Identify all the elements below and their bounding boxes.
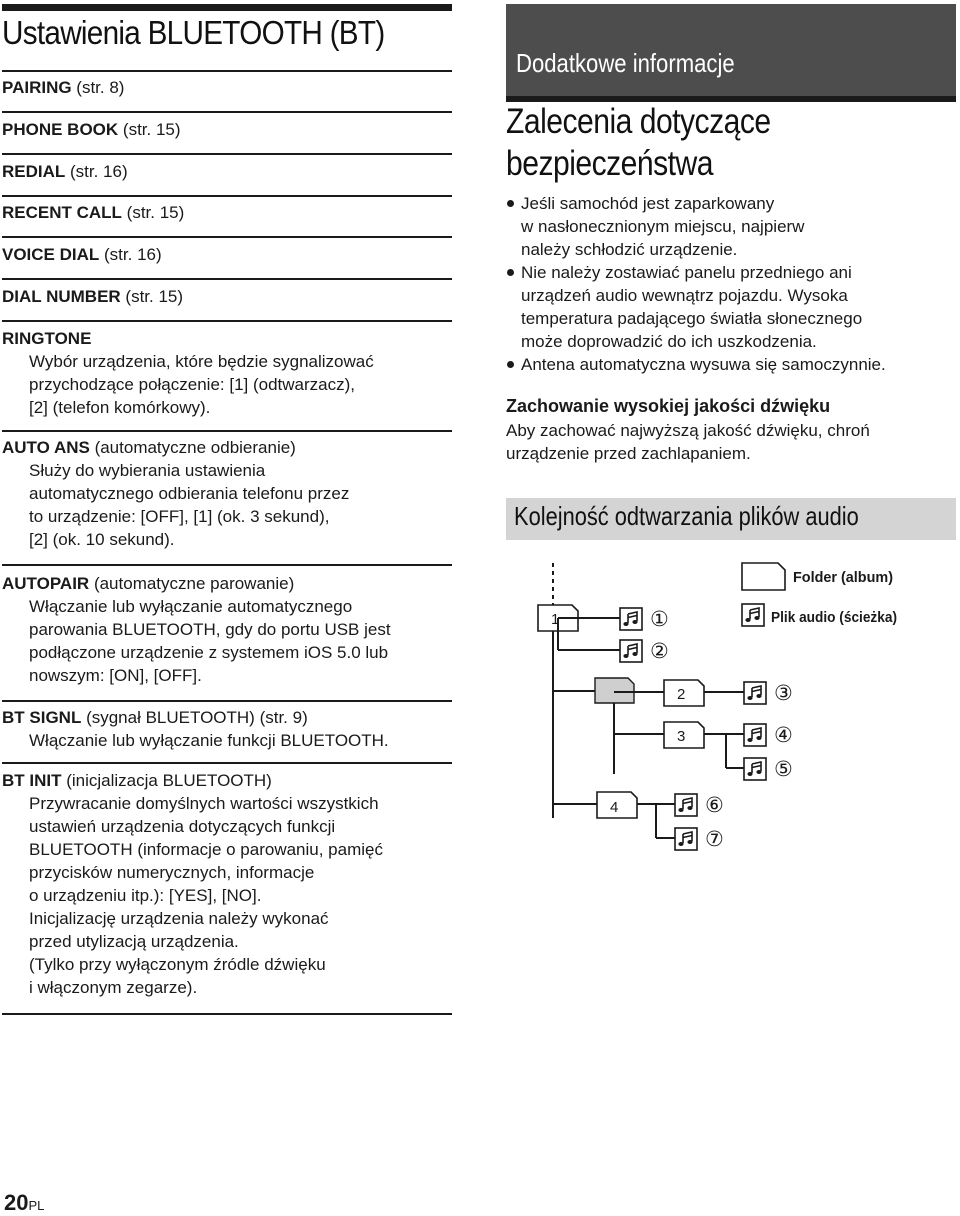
list-line: Jeśli samochód jest zaparkowany [521, 194, 775, 213]
quality-line: Aby zachować najwyższą jakość dźwięku, chroń [506, 421, 870, 440]
section-header-label: Dodatkowe informacje [516, 48, 735, 78]
desc-line: Wybór urządzenia, które będzie sygnalizować [29, 352, 374, 371]
page-number [4, 1190, 44, 1216]
menu-ref: (str. 15) [121, 203, 185, 222]
section-header [506, 4, 956, 96]
desc-line: Przywracanie domyślnych wartości wszystkich [29, 794, 379, 813]
playback-order-diagram [510, 556, 950, 856]
list-line: może doprowadzić do ich uszkodzenia. [521, 332, 817, 351]
menu-bt-init [2, 769, 452, 999]
menu-key: RINGTONE [2, 329, 92, 348]
desc-line: (Tylko przy wyłączonym źródle dźwięku [29, 955, 326, 974]
desc-line: Włączanie lub wyłączanie funkcji BLUETOOTH. [29, 731, 389, 750]
menu-ref: (automatyczne parowanie) [89, 574, 295, 593]
track-number: ⑥ [705, 793, 724, 817]
quality-text [506, 419, 956, 465]
menu-description [2, 595, 452, 687]
page-title: Ustawienia BLUETOOTH (BT) [2, 14, 385, 51]
menu-ref: (sygnał BLUETOOTH) (str. 9) [81, 708, 308, 727]
menu-ref: (automatyczne odbieranie) [89, 438, 296, 457]
menu-description [2, 459, 452, 551]
page-language: PL [28, 1198, 45, 1213]
playback-order-title: Kolejność odtwarzania plików audio [514, 501, 859, 531]
divider [2, 762, 452, 764]
desc-line: Włączanie lub wyłączanie automatycznego [29, 597, 353, 616]
desc-line: parowania BLUETOOTH, gdy do portu USB jest [29, 620, 391, 639]
menu-key: BT INIT [2, 771, 62, 790]
audio-file-icon [744, 758, 766, 780]
audio-file-icon [744, 682, 766, 704]
track-number: ⑤ [774, 757, 793, 781]
menu-key: DIAL NUMBER [2, 287, 121, 306]
title-rule [2, 70, 452, 72]
left-top-bar [2, 4, 452, 11]
menu-key: BT SIGNL [2, 708, 82, 727]
list-line: należy schłodzić urządzenie. [521, 240, 738, 259]
list-line: urządzeń audio wewnątrz pojazdu. Wysoka [521, 286, 848, 305]
safety-list [506, 192, 956, 376]
folder-2-label: 2 [677, 686, 686, 703]
menu-recent-call [2, 201, 452, 224]
list-item [506, 353, 956, 376]
desc-line: o urządzeniu itp.): [YES], [NO]. [29, 886, 262, 905]
desc-line: przycisków numerycznych, informacje [29, 863, 315, 882]
desc-line: nowszym: [ON], [OFF]. [29, 666, 202, 685]
menu-key: PHONE BOOK [2, 120, 119, 139]
desc-line: przed utylizacją urządzenia. [29, 932, 239, 951]
folder-1-label: 1 [551, 611, 560, 628]
menu-description [2, 792, 452, 999]
menu-autopair [2, 572, 452, 687]
divider [2, 430, 452, 432]
menu-key: AUTOPAIR [2, 574, 90, 593]
safety-title-line: bezpieczeństwa [506, 144, 713, 183]
divider [2, 195, 452, 197]
quality-line: urządzenie przed zachlapaniem. [506, 444, 751, 463]
desc-line: BLUETOOTH (informacje o parowaniu, pamięć [29, 840, 383, 859]
menu-ref: (str. 15) [118, 120, 181, 139]
menu-redial [2, 160, 452, 183]
menu-ref: (str. 16) [99, 245, 162, 264]
desc-line: i włączonym zegarze). [29, 978, 198, 997]
track-number: ④ [774, 723, 793, 747]
desc-line: [2] (telefon komórkowy). [29, 398, 211, 417]
menu-ref: (str. 16) [65, 162, 128, 181]
menu-description [2, 350, 452, 419]
desc-line: to urządzenie: [OFF], [1] (ok. 3 sekund), [29, 507, 330, 526]
divider [2, 153, 452, 155]
playback-order-header [506, 498, 956, 540]
legend-file-label: Plik audio (ścieżka) [771, 609, 897, 626]
menu-voice-dial [2, 243, 452, 266]
folder-3-label: 3 [677, 728, 686, 745]
menu-ref: (inicjalizacja BLUETOOTH) [61, 771, 272, 790]
audio-file-icon [620, 640, 642, 662]
track-number: ③ [774, 681, 793, 705]
desc-line: przychodzące połączenie: [1] (odtwarzacz), [29, 375, 355, 394]
menu-auto-ans [2, 436, 452, 551]
divider [2, 700, 452, 702]
folder-4-label: 4 [610, 799, 619, 816]
menu-key: AUTO ANS [2, 438, 90, 457]
divider [2, 320, 452, 322]
divider [2, 1013, 452, 1015]
menu-bt-signl [2, 706, 452, 752]
folder-icon [595, 678, 634, 703]
audio-file-icon [620, 608, 642, 630]
list-line: w nasłonecznionym miejscu, najpierw [521, 217, 805, 236]
legend-folder-label: Folder (album) [793, 569, 893, 586]
menu-key: REDIAL [2, 162, 66, 181]
list-line: temperatura padającego światła słonecznego [521, 309, 863, 328]
divider [2, 236, 452, 238]
legend-file-icon [742, 604, 764, 626]
audio-file-icon [675, 794, 697, 816]
menu-pairing [2, 76, 452, 99]
desc-line: [2] (ok. 10 sekund). [29, 530, 175, 549]
menu-description [2, 729, 452, 752]
menu-key: RECENT CALL [2, 203, 122, 222]
menu-dial-number [2, 285, 452, 308]
menu-ref: (str. 8) [71, 78, 125, 97]
page-number-value: 20 [4, 1190, 29, 1215]
divider [2, 111, 452, 113]
menu-key: VOICE DIAL [2, 245, 100, 264]
desc-line: ustawień urządzenia dotyczących funkcji [29, 817, 336, 836]
desc-line: podłączone urządzenie z systemem iOS 5.0 lub [29, 643, 389, 662]
track-number: ② [650, 639, 669, 663]
menu-ref: (str. 15) [120, 287, 184, 306]
desc-line: Inicjalizację urządzenia należy wykonać [29, 909, 329, 928]
safety-title [506, 101, 902, 185]
track-number: ① [650, 607, 669, 631]
divider [2, 564, 452, 566]
divider [2, 278, 452, 280]
audio-file-icon [675, 828, 697, 850]
audio-file-icon [744, 724, 766, 746]
desc-line: Służy do wybierania ustawienia [29, 461, 266, 480]
safety-title-line: Zalecenia dotyczące [506, 102, 771, 141]
desc-line: automatycznego odbierania telefonu przez [29, 484, 350, 503]
list-line: Antena automatyczna wysuwa się samoczynnie. [521, 355, 886, 374]
list-line: Nie należy zostawiać panelu przedniego ani [521, 263, 852, 282]
menu-phone-book [2, 118, 452, 141]
legend-folder-icon [742, 563, 785, 590]
menu-ringtone [2, 327, 452, 419]
quality-title: Zachowanie wysokiej jakości dźwięku [506, 396, 831, 416]
list-item [506, 261, 956, 353]
list-item [506, 192, 956, 261]
menu-key: PAIRING [2, 78, 72, 97]
track-number: ⑦ [705, 827, 724, 851]
